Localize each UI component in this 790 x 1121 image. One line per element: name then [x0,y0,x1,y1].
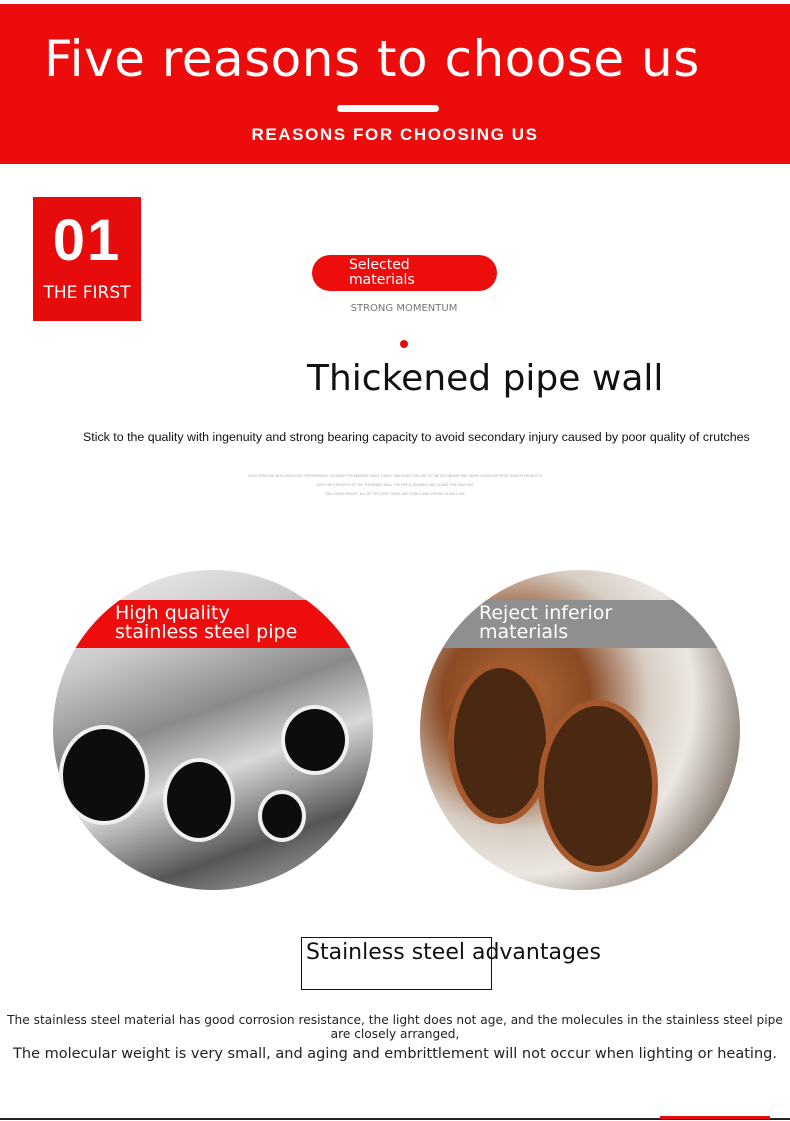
pipe-end-small [258,790,306,842]
header-banner [0,4,790,164]
section-number: 01 [52,208,122,273]
fine-print-line-1: LONG-TERM USE WITH EXCELLENT PERFORMANCE, SUITABLE FOR BEARING HEAVY LOADS, AND AVOID THE USE OF THE SECONDARY WAY INJURY CAUSED BY POOR QUALITY PRODUCTS [248,474,542,478]
bad-label-line-1: Reject inferior [479,602,613,624]
section-description: Stick to the quality with ingenuity and strong bearing capacity to avoid secondary injury caused by poor quality of crutches [83,430,750,444]
tagline: STRONG MOMENTUM [350,303,458,314]
pipe-end-medium [163,758,235,842]
bad-label [479,604,612,642]
advantages-title: Stainless steel advantages [306,940,601,965]
page-title: Five reasons to choose us [44,30,700,88]
stainless-pipe-image [53,570,373,890]
advantages-description-1: The stainless steel material has good corrosion resistance, the light does not age, and the molecules in the stainless steel pipe are closely arranged, [7,1013,783,1041]
bottom-accent [660,1116,770,1119]
good-label-line-1: High quality [115,602,230,624]
accent-dot [400,340,408,348]
bad-label-line-2: materials [479,621,569,643]
good-label [115,604,297,642]
rusty-pipe-end-left [448,662,552,824]
section-heading: Thickened pipe wall [307,358,664,399]
page-subtitle: REASONS FOR CHOOSING US [251,125,539,144]
section-number-label: THE FIRST [43,283,131,303]
pill-line-2: materials [349,272,415,288]
fine-print-line-3: THE LOWER WEIGHT, ALL OF THE STEEL TUBES ARE STABLE AND STRONG IN DAILY USE [324,492,466,496]
title-underline [337,105,439,112]
pipe-end-large [59,725,149,825]
pipe-end-upper [281,705,349,775]
fine-print-line-2: WITH THE STRENGTH OF THE THICKENED WALL THE PIPE IS DURABLE AND STABLE FOR DAILY USE [316,483,474,487]
rusty-pipe-image [420,570,740,890]
advantages-description-2: The molecular weight is very small, and aging and embrittlement will not occur when lighting or heating. [13,1046,777,1062]
good-label-line-2: stainless steel pipe [115,621,298,643]
section-number-badge [33,197,141,321]
category-pill-text [349,258,489,288]
rusty-pipe-end-right [538,700,658,872]
pill-line-1: Selected [349,257,410,273]
